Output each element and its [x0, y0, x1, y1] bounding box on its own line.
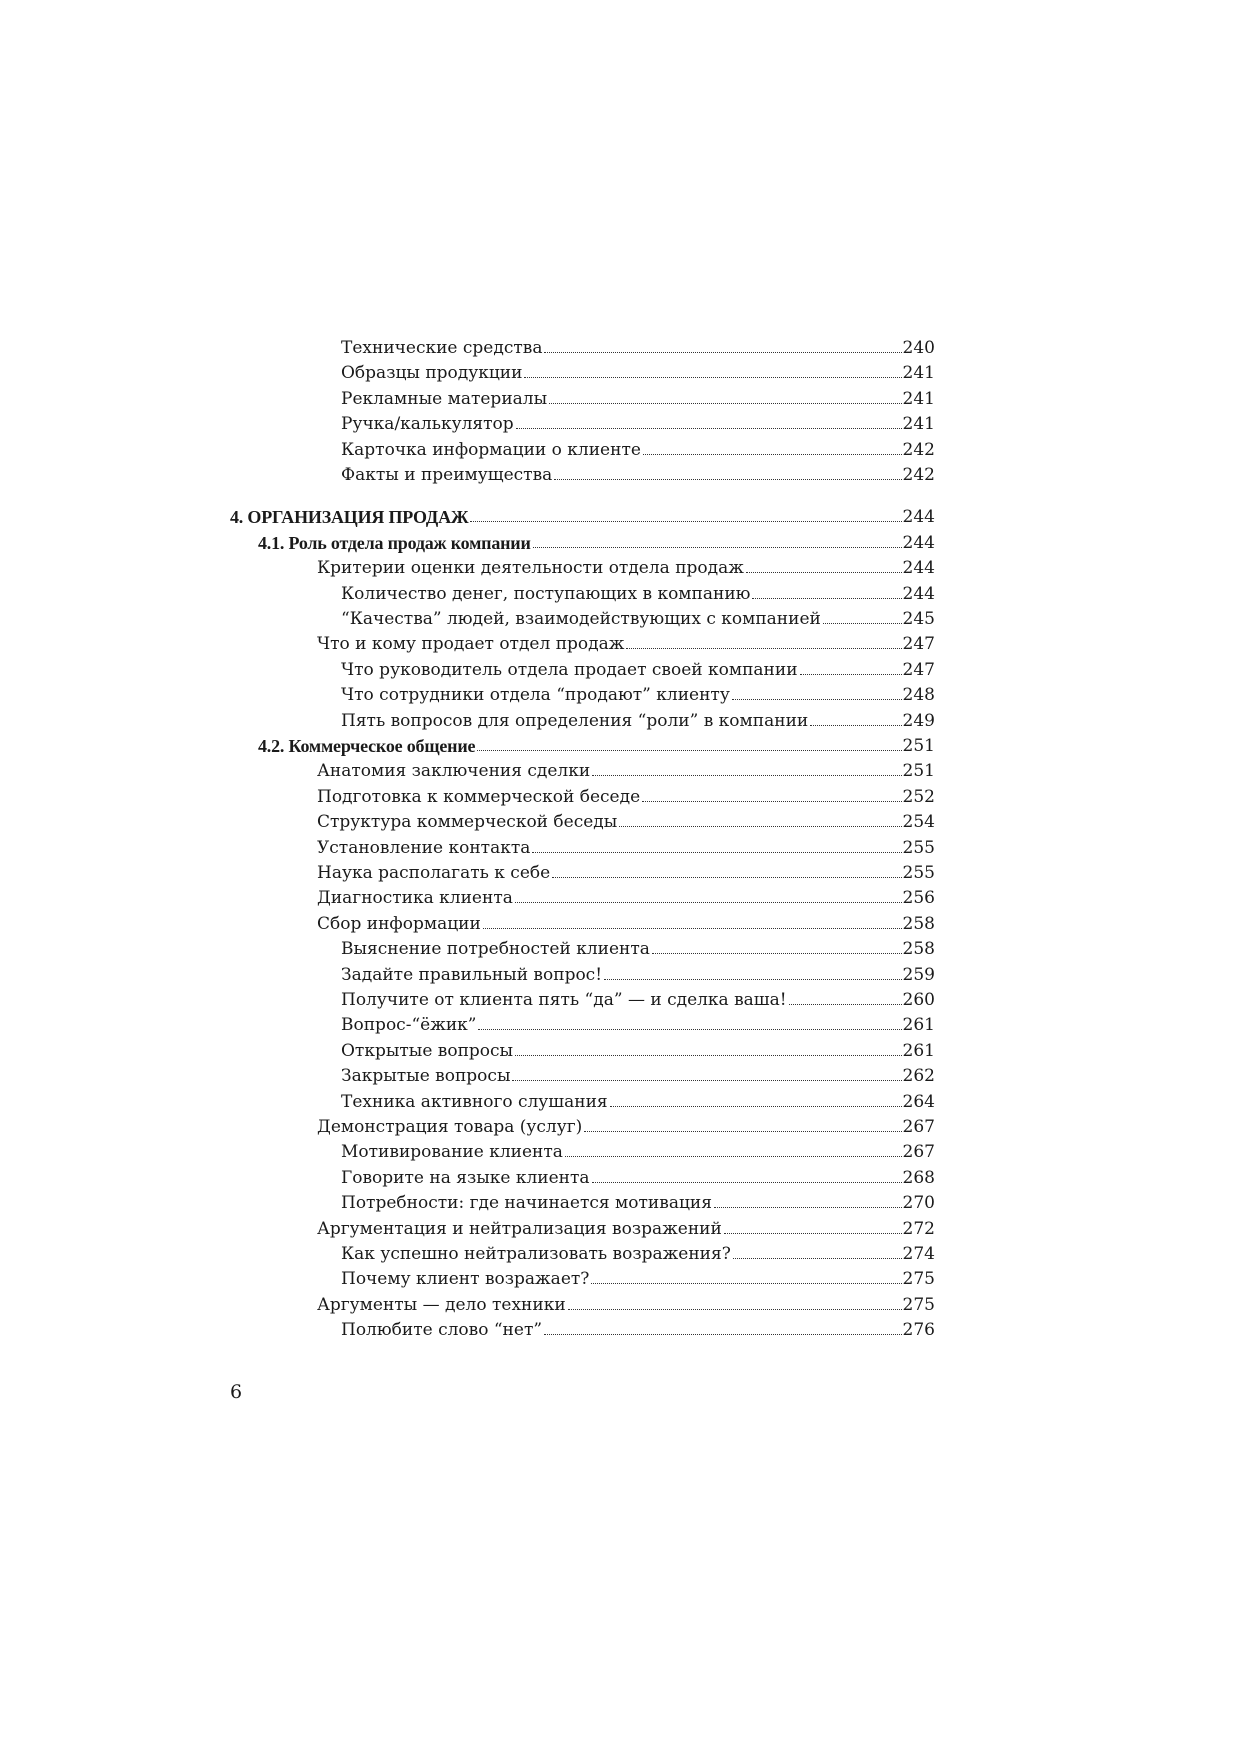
toc-entry-page: 244: [902, 584, 935, 604]
toc-entry-title: Структура коммерческой беседы: [317, 812, 618, 832]
dot-leader: [642, 801, 901, 802]
toc-entry-title: Почему клиент возражает?: [341, 1269, 590, 1289]
toc-entry-page: 262: [902, 1066, 935, 1086]
dot-leader: [515, 902, 902, 903]
dot-leader: [800, 674, 902, 675]
toc-entry-page: 274: [902, 1244, 935, 1264]
toc-entry: [341, 357, 935, 383]
toc-entry-title: 4.2. Коммерческое общение: [258, 736, 476, 756]
toc-entry-title: Карточка информации о клиенте: [341, 440, 641, 460]
toc-entry-title: Открытые вопросы: [341, 1041, 514, 1061]
dot-leader: [643, 454, 902, 455]
toc-entry-title: “Качества” людей, взаимодействующих с компанией: [341, 609, 821, 629]
toc-entry: [341, 679, 935, 705]
toc-entry-page: 252: [902, 787, 935, 807]
toc-entry: [341, 959, 935, 985]
dot-leader: [652, 953, 902, 954]
toc-entry-page: 258: [902, 914, 935, 934]
toc-entry-title: Пять вопросов для определения “роли” в компании: [341, 711, 809, 731]
toc-entry-page: 261: [902, 1015, 935, 1035]
toc-entry: [317, 628, 935, 654]
toc-entry-page: 241: [902, 389, 935, 409]
toc-entry-title: Установление контакта: [317, 838, 531, 858]
toc-entry-page: 267: [902, 1142, 935, 1162]
dot-leader: [592, 1182, 902, 1183]
dot-leader: [789, 1004, 902, 1005]
toc-entry-page: 251: [902, 736, 935, 756]
toc-entry: [317, 1289, 935, 1315]
toc-entry: [317, 755, 935, 781]
dot-leader: [810, 725, 901, 726]
toc-entry: [341, 1136, 935, 1162]
toc-entry-title: Сбор информации: [317, 914, 481, 934]
toc-entry-page: 268: [902, 1168, 935, 1188]
toc-entry-title: Подготовка к коммерческой беседе: [317, 787, 641, 807]
toc-entry-title: Диагностика клиента: [317, 888, 513, 908]
toc-entry: [317, 832, 935, 858]
toc-entry-page: 255: [902, 863, 935, 883]
dot-leader: [515, 1055, 901, 1056]
toc-entry: [317, 1213, 935, 1239]
toc-entry-page: 247: [902, 634, 935, 654]
toc-entry: [341, 1187, 935, 1213]
toc-entry-title: Ручка/калькулятор: [341, 414, 514, 434]
toc-entry-page: 264: [902, 1092, 935, 1112]
dot-leader: [512, 1080, 901, 1081]
toc-entry-page: 242: [902, 465, 935, 485]
toc-entry: [341, 1035, 935, 1061]
dot-leader: [524, 377, 901, 378]
dot-leader: [549, 403, 901, 404]
dot-leader: [746, 572, 902, 573]
toc-entry-page: 254: [902, 812, 935, 832]
dot-leader: [568, 1309, 902, 1310]
toc-entry: [317, 1111, 935, 1137]
dot-leader: [626, 648, 901, 649]
toc-entry-title: Полюбите слово “нет”: [341, 1320, 543, 1340]
toc-entry-title: Образцы продукции: [341, 363, 523, 383]
toc-entry-title: Наука располагать к себе: [317, 863, 551, 883]
toc-entry-page: 275: [902, 1295, 935, 1315]
toc-entry: [230, 501, 935, 527]
toc-entry: [341, 434, 935, 460]
toc-entry-page: 244: [902, 558, 935, 578]
toc-entry: [341, 1314, 935, 1340]
toc-entry-page: 260: [902, 990, 935, 1010]
page-number: 6: [230, 1381, 243, 1403]
dot-leader: [554, 479, 901, 480]
toc-entry-page: 256: [902, 888, 935, 908]
toc-entry-title: 4. ОРГАНИЗАЦИЯ ПРОДАЖ: [230, 507, 469, 527]
toc-entry: [258, 527, 935, 553]
dot-leader: [584, 1131, 901, 1132]
dot-leader: [732, 699, 902, 700]
toc-entry-page: 240: [902, 338, 935, 358]
toc-entry: [341, 408, 935, 434]
toc-entry: [341, 1238, 935, 1264]
dot-leader: [591, 1283, 901, 1284]
toc-entry-title: Количество денег, поступающих в компанию: [341, 584, 751, 604]
toc-entry-title: Вопрос-“ёжик”: [341, 1015, 477, 1035]
dot-leader: [544, 352, 901, 353]
toc-entry: [317, 781, 935, 807]
toc-entry-title: Аргументация и нейтрализация возражений: [317, 1219, 722, 1239]
toc-entry-title: Демонстрация товара (услуг): [317, 1117, 583, 1137]
toc-entry-title: Технические средства: [341, 338, 543, 358]
toc-entry-title: Как успешно нейтрализовать возражения?: [341, 1244, 731, 1264]
toc-entry: [341, 1009, 935, 1035]
toc-entry: [341, 654, 935, 680]
dot-leader: [733, 1258, 902, 1259]
toc-entry-title: Говорите на языке клиента: [341, 1168, 590, 1188]
dot-leader: [604, 979, 902, 980]
toc-entry: [341, 1060, 935, 1086]
toc-entry-title: Что сотрудники отдела “продают” клиенту: [341, 685, 730, 705]
toc-entry-title: Критерии оценки деятельности отдела продаж: [317, 558, 744, 578]
toc-entry-page: 244: [902, 533, 935, 553]
toc-entry-title: Аргументы — дело техники: [317, 1295, 566, 1315]
toc-entry: [341, 1086, 935, 1112]
dot-leader: [478, 1029, 901, 1030]
toc-entry-title: Выяснение потребностей клиента: [341, 939, 650, 959]
dot-leader: [470, 521, 901, 522]
dot-leader: [610, 1106, 902, 1107]
toc-entry-title: Закрытые вопросы: [341, 1066, 511, 1086]
toc-entry-page: 247: [902, 660, 935, 680]
toc-entry-page: 259: [902, 965, 935, 985]
toc-entry-page: 241: [902, 414, 935, 434]
toc-entry: [317, 806, 935, 832]
toc-entry-page: 251: [902, 761, 935, 781]
toc-entry-page: 255: [902, 838, 935, 858]
dot-leader: [565, 1156, 902, 1157]
dot-leader: [619, 826, 901, 827]
toc-entry-page: 267: [902, 1117, 935, 1137]
dot-leader: [533, 547, 902, 548]
dot-leader: [552, 877, 901, 878]
toc-entry: [341, 1263, 935, 1289]
dot-leader: [592, 775, 901, 776]
dot-leader: [516, 428, 902, 429]
dot-leader: [714, 1207, 902, 1208]
dot-leader: [483, 928, 902, 929]
toc-entry-page: 258: [902, 939, 935, 959]
toc-entry: [341, 332, 935, 358]
dot-leader: [544, 1334, 902, 1335]
toc-entry: [341, 603, 935, 629]
dot-leader: [532, 852, 901, 853]
dot-leader: [752, 598, 901, 599]
toc-entry-title: Потребности: где начинается мотивация: [341, 1193, 712, 1213]
toc-entry-page: 272: [902, 1219, 935, 1239]
toc-entry-title: Рекламные материалы: [341, 389, 548, 409]
toc-entry-page: 242: [902, 440, 935, 460]
toc-entry-page: 276: [902, 1320, 935, 1340]
dot-leader: [724, 1233, 902, 1234]
toc-entry-page: 261: [902, 1041, 935, 1061]
toc-entry-page: 270: [902, 1193, 935, 1213]
toc-entry-page: 275: [902, 1269, 935, 1289]
toc-entry: [341, 459, 935, 485]
dot-leader: [477, 750, 901, 751]
toc-entry-page: 249: [902, 711, 935, 731]
toc-entry: [258, 730, 935, 756]
toc-entry: [341, 383, 935, 409]
toc-entry-page: 248: [902, 685, 935, 705]
toc-entry-title: Что и кому продает отдел продаж: [317, 634, 625, 654]
toc-entry-page: 241: [902, 363, 935, 383]
toc-entry-title: Техника активного слушания: [341, 1092, 608, 1112]
toc-entry-page: 244: [902, 507, 935, 527]
toc-entry: [317, 552, 935, 578]
toc-entry: [317, 857, 935, 883]
toc-entry-title: Задайте правильный вопрос!: [341, 965, 603, 985]
toc-entry-title: Анатомия заключения сделки: [317, 761, 591, 781]
toc-entry-title: Мотивирование клиента: [341, 1142, 563, 1162]
toc-entry-page: 245: [902, 609, 935, 629]
toc-entry: [341, 578, 935, 604]
toc-entry-title: Получите от клиента пять “да” — и сделка ваша!: [341, 990, 787, 1010]
toc-entry-title: 4.1. Роль отдела продаж компании: [258, 533, 531, 553]
toc-entry: [317, 908, 935, 934]
toc-entry: [341, 1162, 935, 1188]
toc-entry: [341, 933, 935, 959]
toc-entry: [341, 984, 935, 1010]
toc-entry: [317, 882, 935, 908]
toc-entry-title: Факты и преимущества: [341, 465, 553, 485]
toc-entry: [341, 705, 935, 731]
toc-entry-title: Что руководитель отдела продает своей компании: [341, 660, 798, 680]
dot-leader: [823, 623, 902, 624]
